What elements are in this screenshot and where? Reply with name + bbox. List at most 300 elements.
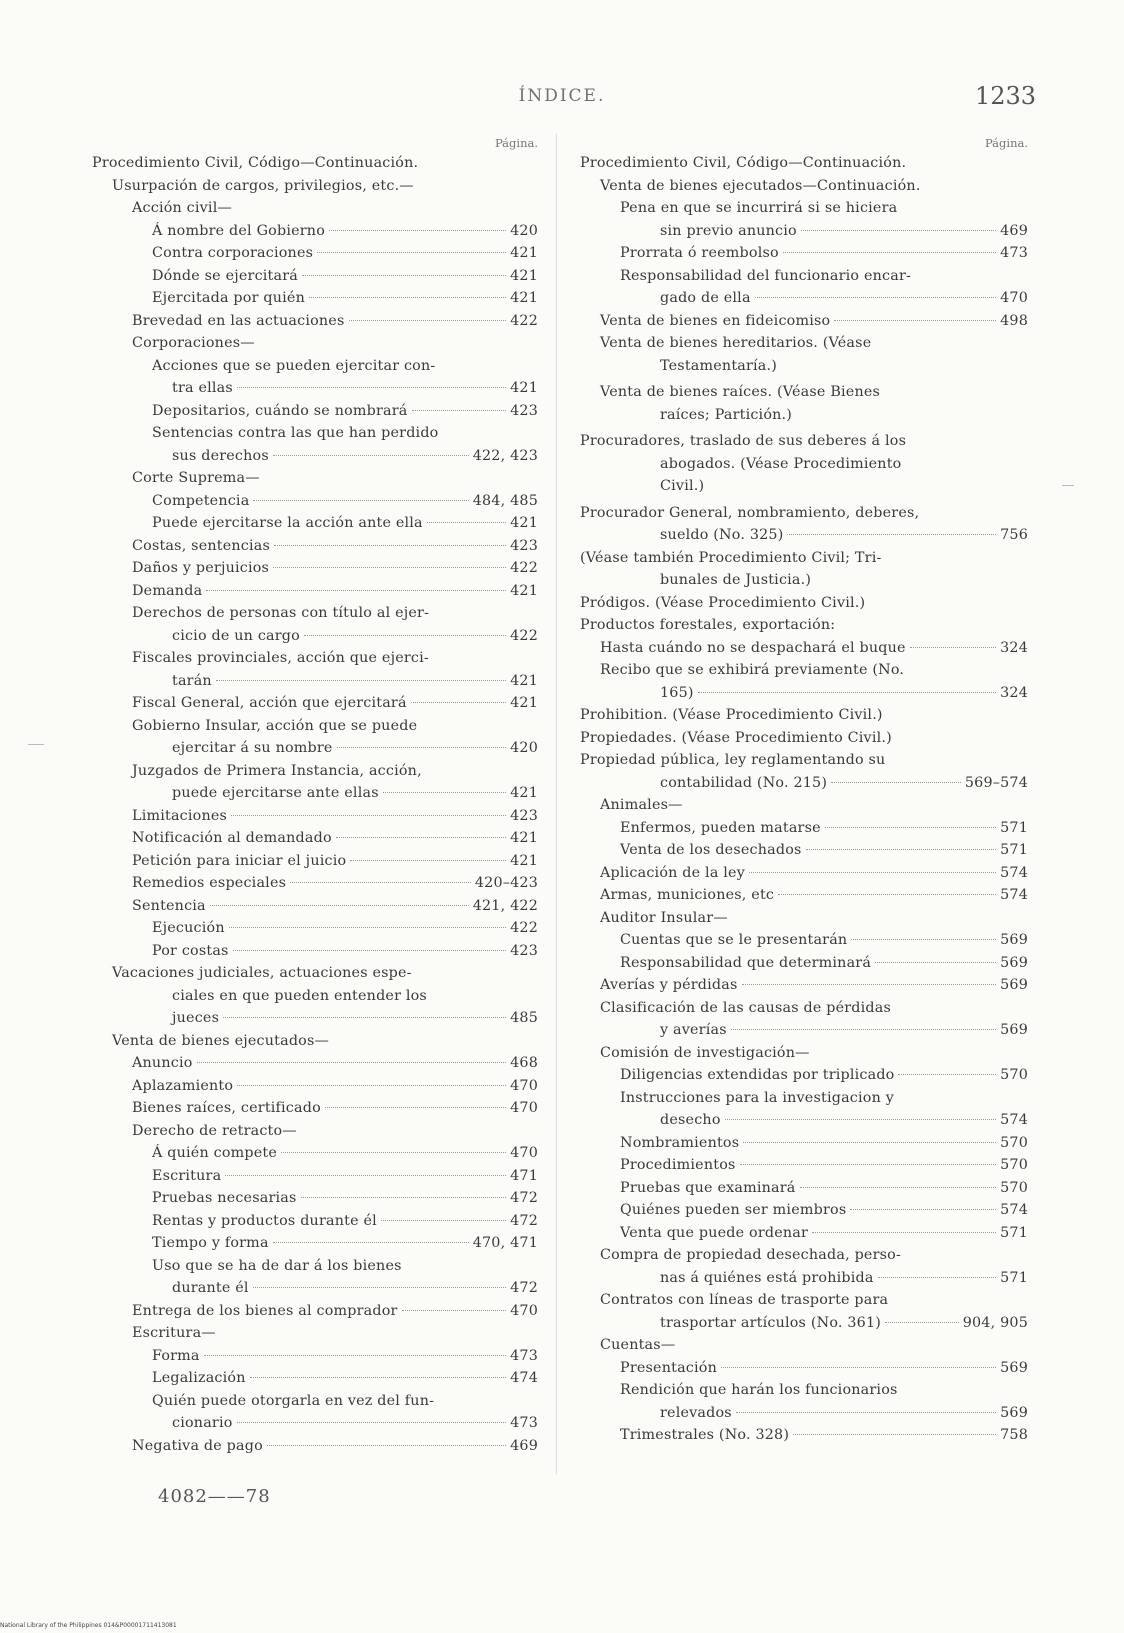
leader-dots <box>850 1209 996 1210</box>
index-entry <box>92 220 538 243</box>
index-entry <box>580 817 1028 840</box>
index-entry <box>92 400 538 423</box>
leader-dots <box>411 702 506 703</box>
leader-dots <box>731 1029 996 1030</box>
leader-dots <box>231 815 506 816</box>
entry-text: contabilidad (No. 215) <box>660 774 828 791</box>
entry-page-ref: 569 <box>1000 1022 1028 1038</box>
leader-dots <box>229 927 506 928</box>
leader-dots <box>743 1142 996 1143</box>
entry-text: relevados <box>660 1404 732 1421</box>
index-entry <box>580 1154 1028 1177</box>
leader-dots <box>273 1242 469 1243</box>
entry-page-ref: 474 <box>510 1370 538 1386</box>
entry-text: Venta de los desechados <box>620 842 802 858</box>
leader-dots <box>290 882 471 883</box>
index-entry <box>580 997 1028 1020</box>
leader-dots <box>349 320 507 321</box>
index-entry <box>92 332 538 355</box>
entry-page-ref: 421, 422 <box>472 897 538 914</box>
index-entry <box>92 917 538 940</box>
index-entry <box>580 1424 1028 1447</box>
leader-dots <box>778 894 996 895</box>
entry-page-ref: 421 <box>510 695 538 711</box>
entry-text: Remedios especiales <box>132 875 287 891</box>
entry-text: Prorrata ó reembolso <box>620 245 779 261</box>
entry-text: ejercitar á su nombre <box>172 740 333 756</box>
entry-text: Prohibition. (Véase Procedimiento Civil.) <box>580 707 883 723</box>
index-entry <box>580 704 1028 727</box>
index-entry <box>92 175 538 198</box>
library-credit: National Library of the Philippines 014&P00001711413081 <box>0 1622 177 1629</box>
leader-dots <box>216 680 506 681</box>
entry-text: Costas, sentencias <box>132 537 271 554</box>
index-entry <box>92 535 538 558</box>
entry-text: Responsabilidad que determinará <box>620 954 872 971</box>
entry-text: Fiscales provinciales, acción que ejerci- <box>132 650 429 666</box>
entry-text: Aplicación de la ley <box>600 864 746 881</box>
entry-page-ref: 421 <box>510 245 538 261</box>
index-entry <box>580 1087 1028 1110</box>
entry-text: Quiénes pueden ser miembros <box>620 1202 847 1218</box>
entry-page-ref: 470 <box>510 1077 538 1094</box>
entry-text: Venta que puede ordenar <box>620 1224 809 1241</box>
index-entry <box>92 737 538 760</box>
entry-text: Instrucciones para la investigacion y <box>620 1089 895 1106</box>
entry-page-ref: 574 <box>1000 864 1028 881</box>
index-entry <box>92 1255 538 1278</box>
index-entry <box>92 850 538 873</box>
index-entry <box>580 287 1028 310</box>
entry-text: Ejercitada por quién <box>152 290 305 306</box>
entry-page-ref: 569 <box>1000 1404 1028 1421</box>
index-entry <box>580 175 1028 198</box>
entry-text: Contra corporaciones <box>152 245 314 261</box>
entry-text: raíces; Partición.) <box>660 406 793 423</box>
index-entry <box>580 727 1028 750</box>
index-column-right <box>580 134 1028 1447</box>
index-entry <box>580 1222 1028 1245</box>
entry-text: Clasificación de las causas de pérdidas <box>600 999 892 1016</box>
entry-text: Rendición que harán los funcionarios <box>620 1382 898 1398</box>
entry-text: Gobierno Insular, acción que se puede <box>132 717 418 734</box>
index-entry <box>92 692 538 715</box>
entry-page-ref: 324 <box>1000 684 1028 701</box>
entry-page-ref: 473 <box>510 1347 538 1364</box>
entry-text: Trimestrales (No. 328) <box>620 1427 790 1443</box>
index-entry <box>92 445 538 468</box>
entry-page-ref: 570 <box>1000 1067 1028 1083</box>
entry-text: Productos forestales, exportación: <box>580 617 836 633</box>
leader-dots <box>317 252 506 253</box>
entry-text: sus derechos <box>172 447 269 464</box>
leader-dots <box>274 545 506 546</box>
entry-text: y averías <box>660 1022 727 1038</box>
entry-text: puede ejercitarse ante ellas <box>172 785 379 801</box>
entry-text: Quién puede otorgarla en vez del fun- <box>152 1392 435 1409</box>
index-entry <box>580 1042 1028 1065</box>
entry-page-ref: 421 <box>510 852 538 869</box>
index-entry <box>92 1412 538 1435</box>
index-entry <box>92 1322 538 1345</box>
scan-mark <box>1062 485 1074 486</box>
entry-text: Vacaciones judiciales, actuaciones espe- <box>112 965 412 981</box>
index-entry <box>92 1300 538 1323</box>
entry-text: Contratos con líneas de trasporte para <box>600 1292 889 1308</box>
entry-text: Venta de bienes en fideicomiso <box>600 312 831 329</box>
entry-page-ref: 574 <box>1000 1202 1028 1218</box>
index-entry <box>580 220 1028 243</box>
entry-text: Sentencias contra las que han perdido <box>152 425 439 441</box>
entry-text: Procedimientos <box>620 1157 736 1173</box>
index-entry <box>92 985 538 1008</box>
leader-dots <box>273 567 506 568</box>
index-entry <box>580 242 1028 265</box>
leader-dots <box>742 984 997 985</box>
entry-page-ref: 472 <box>510 1190 538 1206</box>
entry-text: Bienes raíces, certificado <box>132 1100 321 1116</box>
entry-page-ref: 423 <box>510 537 538 554</box>
index-entry <box>580 152 1028 175</box>
entry-page-ref: 472 <box>510 1280 538 1296</box>
entry-text: Limitaciones <box>132 807 228 824</box>
leader-dots <box>910 647 996 648</box>
index-entry <box>580 404 1028 427</box>
index-entry <box>92 625 538 648</box>
entry-text: nas á quiénes está prohibida <box>660 1269 874 1286</box>
entry-text: Sentencia <box>132 897 206 914</box>
entry-page-ref: 420–423 <box>474 875 538 891</box>
entry-page-ref: 571 <box>1000 1224 1028 1241</box>
index-entry <box>92 1097 538 1120</box>
index-entry <box>92 827 538 850</box>
entry-text: Cuentas— <box>600 1337 676 1353</box>
entry-text: Venta de bienes hereditarios. (Véase <box>600 335 872 351</box>
index-entry <box>580 1132 1028 1155</box>
entry-page-ref: 570 <box>1000 1157 1028 1173</box>
entry-page-ref: 421 <box>510 380 538 396</box>
index-entry <box>92 1120 538 1143</box>
entry-text: cionario <box>172 1415 233 1431</box>
entry-text: Armas, municiones, etc <box>600 887 775 903</box>
entry-page-ref: 422 <box>510 627 538 644</box>
leader-dots <box>350 860 506 861</box>
entry-page-ref: 470 <box>510 1100 538 1116</box>
entry-text: Comisión de investigación— <box>600 1044 810 1061</box>
entry-page-ref: 468 <box>510 1055 538 1071</box>
index-entry <box>580 310 1028 333</box>
leader-dots <box>783 252 996 253</box>
entry-text: Pruebas necesarias <box>152 1190 297 1206</box>
entry-page-ref: 904, 905 <box>962 1314 1028 1331</box>
leader-dots <box>267 1445 506 1446</box>
leader-dots <box>427 522 506 523</box>
entry-text: Fiscal General, acción que ejercitará <box>132 695 407 711</box>
entry-list <box>580 152 1028 1447</box>
page-number: 1233 <box>975 82 1037 110</box>
leader-dots <box>875 962 996 963</box>
entry-page-ref: 423 <box>510 807 538 824</box>
leader-dots <box>304 635 506 636</box>
entry-text: Venta de bienes ejecutados— <box>112 1032 330 1049</box>
leader-dots <box>309 297 506 298</box>
entry-page-ref: 422, 423 <box>472 447 538 464</box>
entry-page-ref: 570 <box>1000 1179 1028 1196</box>
entry-page-ref: 470 <box>510 1145 538 1161</box>
leader-dots <box>812 1232 996 1233</box>
index-entry <box>92 872 538 895</box>
leader-dots <box>755 297 996 298</box>
index-entry <box>580 1379 1028 1402</box>
entry-page-ref: 421 <box>510 830 538 846</box>
entry-text: Rentas y productos durante él <box>152 1212 377 1229</box>
entry-text: Escritura— <box>132 1325 216 1341</box>
index-entry <box>92 355 538 378</box>
leader-dots <box>831 782 961 783</box>
index-entry <box>580 659 1028 682</box>
index-entry <box>92 242 538 265</box>
leader-dots <box>225 1175 506 1176</box>
entry-text: Por costas <box>152 942 229 959</box>
entry-text: Aplazamiento <box>132 1077 234 1094</box>
entry-text: Procedimiento Civil, Código—Continuación. <box>92 155 419 171</box>
entry-page-ref: 421 <box>510 267 538 284</box>
index-entry <box>92 152 538 175</box>
entry-page-ref: 569 <box>1000 954 1028 971</box>
entry-page-ref: 569 <box>1000 977 1028 993</box>
index-entry <box>92 1187 538 1210</box>
index-entry <box>92 265 538 288</box>
index-entry <box>92 1345 538 1368</box>
index-entry <box>92 1052 538 1075</box>
entry-text: Daños y perjuicios <box>132 560 270 576</box>
entry-text: Auditor Insular— <box>600 909 728 926</box>
index-entry <box>580 430 1028 453</box>
entry-page-ref: 485 <box>510 1010 538 1026</box>
index-entry <box>92 1142 538 1165</box>
index-entry <box>92 1007 538 1030</box>
entry-text: Ejecución <box>152 920 225 936</box>
entry-text: Forma <box>152 1347 200 1364</box>
entry-page-ref: 421 <box>510 290 538 306</box>
entry-text: desecho <box>660 1112 721 1128</box>
page-label: Página. <box>494 136 538 150</box>
entry-page-ref: 484, 485 <box>472 492 538 509</box>
leader-dots <box>698 692 996 693</box>
index-entry <box>580 332 1028 355</box>
entry-text: gado de ella <box>660 290 751 306</box>
entry-text: Uso que se ha de dar á los bienes <box>152 1257 402 1274</box>
index-entry <box>580 682 1028 705</box>
entry-page-ref: 470, 471 <box>472 1235 538 1251</box>
leader-dots <box>206 590 506 591</box>
entry-text: Procurador General, nombramiento, deberes, <box>580 504 920 521</box>
entry-text: Nombramientos <box>620 1134 740 1151</box>
entry-text: Petición para iniciar el juicio <box>132 852 347 869</box>
entry-text: Procuradores, traslado de sus deberes á los <box>580 433 907 449</box>
entry-list <box>92 152 538 1457</box>
entry-page-ref: 574 <box>1000 887 1028 903</box>
entry-text: Diligencias extendidas por triplicado <box>620 1067 895 1083</box>
leader-dots <box>336 837 506 838</box>
entry-page-ref: 469 <box>510 1437 538 1454</box>
leader-dots <box>412 410 507 411</box>
entry-text: Hasta cuándo no se despachará el buque <box>600 639 906 656</box>
entry-text: Corte Suprema— <box>132 470 260 486</box>
index-entry <box>580 1267 1028 1290</box>
entry-text: Puede ejercitarse la acción ante ella <box>152 515 423 531</box>
index-entry <box>92 1277 538 1300</box>
entry-text: Juzgados de Primera Instancia, acción, <box>132 762 422 779</box>
entry-page-ref: 569 <box>1000 932 1028 948</box>
leader-dots <box>402 1310 507 1311</box>
entry-page-ref: 471 <box>510 1167 538 1184</box>
leader-dots <box>383 792 506 793</box>
index-entry <box>580 907 1028 930</box>
leader-dots <box>301 1197 507 1198</box>
index-entry <box>92 467 538 490</box>
index-entry <box>92 422 538 445</box>
index-entry <box>92 670 538 693</box>
index-entry <box>92 602 538 625</box>
entry-text: Tiempo y forma <box>152 1235 269 1251</box>
entry-page-ref: 420 <box>510 222 538 239</box>
index-entry <box>580 1199 1028 1222</box>
entry-page-ref: 574 <box>1000 1112 1028 1128</box>
index-entry <box>92 1030 538 1053</box>
leader-dots <box>302 275 506 276</box>
entry-text: Propiedad pública, ley reglamentando su <box>580 752 886 768</box>
entry-page-ref: 571 <box>1000 1269 1028 1286</box>
index-entry <box>92 715 538 738</box>
entry-page-ref: 758 <box>1000 1427 1028 1443</box>
index-entry <box>92 760 538 783</box>
entry-page-ref: 473 <box>1000 245 1028 261</box>
leader-dots <box>237 1085 506 1086</box>
leader-dots <box>725 1119 996 1120</box>
entry-text: Pródigos. (Véase Procedimiento Civil.) <box>580 594 866 611</box>
entry-text: Compra de propiedad desechada, perso- <box>600 1247 902 1263</box>
index-entry <box>580 749 1028 772</box>
entry-text: Civil.) <box>660 478 705 494</box>
leader-dots <box>233 950 507 951</box>
entry-text: Responsabilidad del funcionario encar- <box>620 267 912 284</box>
index-entry <box>92 580 538 603</box>
entry-text: Escritura <box>152 1167 222 1184</box>
index-entry <box>580 929 1028 952</box>
entry-text: tarán <box>172 672 212 689</box>
index-entry <box>580 475 1028 498</box>
index-entry <box>580 772 1028 795</box>
index-entry <box>580 839 1028 862</box>
leader-dots <box>898 1074 996 1075</box>
entry-text: Á nombre del Gobierno <box>152 222 326 239</box>
entry-page-ref: 422 <box>510 920 538 936</box>
entry-text: Dónde se ejercitará <box>152 267 298 284</box>
leader-dots <box>197 1062 507 1063</box>
entry-text: Venta de bienes raíces. (Véase Bienes <box>600 384 881 400</box>
index-entry <box>92 805 538 828</box>
entry-page-ref: 569–574 <box>964 774 1028 791</box>
index-entry <box>92 1390 538 1413</box>
index-entry <box>92 1435 538 1458</box>
entry-text: Testamentaría.) <box>660 357 778 374</box>
entry-text: Depositarios, cuándo se nombrará <box>152 402 408 419</box>
entry-text: Propiedades. (Véase Procedimiento Civil.) <box>580 729 892 746</box>
leader-dots <box>740 1164 997 1165</box>
index-entry <box>580 1357 1028 1380</box>
entry-page-ref: 570 <box>1000 1134 1028 1151</box>
entry-text: Venta de bienes ejecutados—Continuación. <box>600 177 921 194</box>
entry-text: cicio de un cargo <box>172 627 300 644</box>
column-divider <box>556 134 557 1474</box>
index-entry <box>580 1109 1028 1132</box>
entry-page-ref: 472 <box>510 1212 538 1229</box>
entry-text: Competencia <box>152 492 250 509</box>
index-entry <box>92 310 538 333</box>
entry-text: Notificación al demandado <box>132 830 332 846</box>
entry-text: Enfermos, pueden matarse <box>620 819 821 836</box>
index-entry <box>92 197 538 220</box>
entry-text: Corporaciones— <box>132 335 255 351</box>
index-entry <box>580 1244 1028 1267</box>
index-entry <box>580 502 1028 525</box>
entry-text: Á quién compete <box>152 1145 278 1161</box>
leader-dots <box>250 1377 506 1378</box>
index-entry <box>580 524 1028 547</box>
entry-text: Presentación <box>620 1359 717 1376</box>
index-entry <box>580 592 1028 615</box>
entry-text: Entrega de los bienes al comprador <box>132 1302 398 1319</box>
leader-dots <box>237 1422 507 1423</box>
index-entry <box>92 1210 538 1233</box>
index-entry <box>92 1075 538 1098</box>
index-entry <box>580 1402 1028 1425</box>
entry-text: Procedimiento Civil, Código—Continuación. <box>580 155 907 171</box>
leader-dots <box>253 1287 506 1288</box>
leader-dots <box>793 1434 996 1435</box>
index-entry <box>92 895 538 918</box>
index-entry <box>580 1312 1028 1335</box>
entry-text: 165) <box>660 684 694 701</box>
entry-page-ref: 469 <box>1000 222 1028 239</box>
entry-text: (Véase también Procedimiento Civil; Tri- <box>580 549 882 566</box>
entry-page-ref: 324 <box>1000 639 1028 656</box>
leader-dots <box>329 230 506 231</box>
leader-dots <box>806 849 997 850</box>
leader-dots <box>787 534 996 535</box>
index-entry <box>92 647 538 670</box>
entry-page-ref: 422 <box>510 312 538 329</box>
entry-text: Pena en que se incurrirá si se hiciera <box>620 200 898 216</box>
leader-dots <box>800 1187 997 1188</box>
leader-dots <box>749 872 996 873</box>
entry-text: Pruebas que examinará <box>620 1179 796 1196</box>
entry-page-ref: 473 <box>510 1415 538 1431</box>
index-entry <box>580 1177 1028 1200</box>
entry-text: tra ellas <box>172 380 233 396</box>
entry-page-ref: 569 <box>1000 1359 1028 1376</box>
index-entry <box>580 197 1028 220</box>
leader-dots <box>381 1220 506 1221</box>
entry-page-ref: 421 <box>510 515 538 531</box>
entry-page-ref: 421 <box>510 582 538 599</box>
index-entry <box>580 547 1028 570</box>
index-entry <box>92 1232 538 1255</box>
leader-dots <box>273 455 469 456</box>
index-entry <box>580 952 1028 975</box>
entry-text: sueldo (No. 325) <box>660 527 784 543</box>
